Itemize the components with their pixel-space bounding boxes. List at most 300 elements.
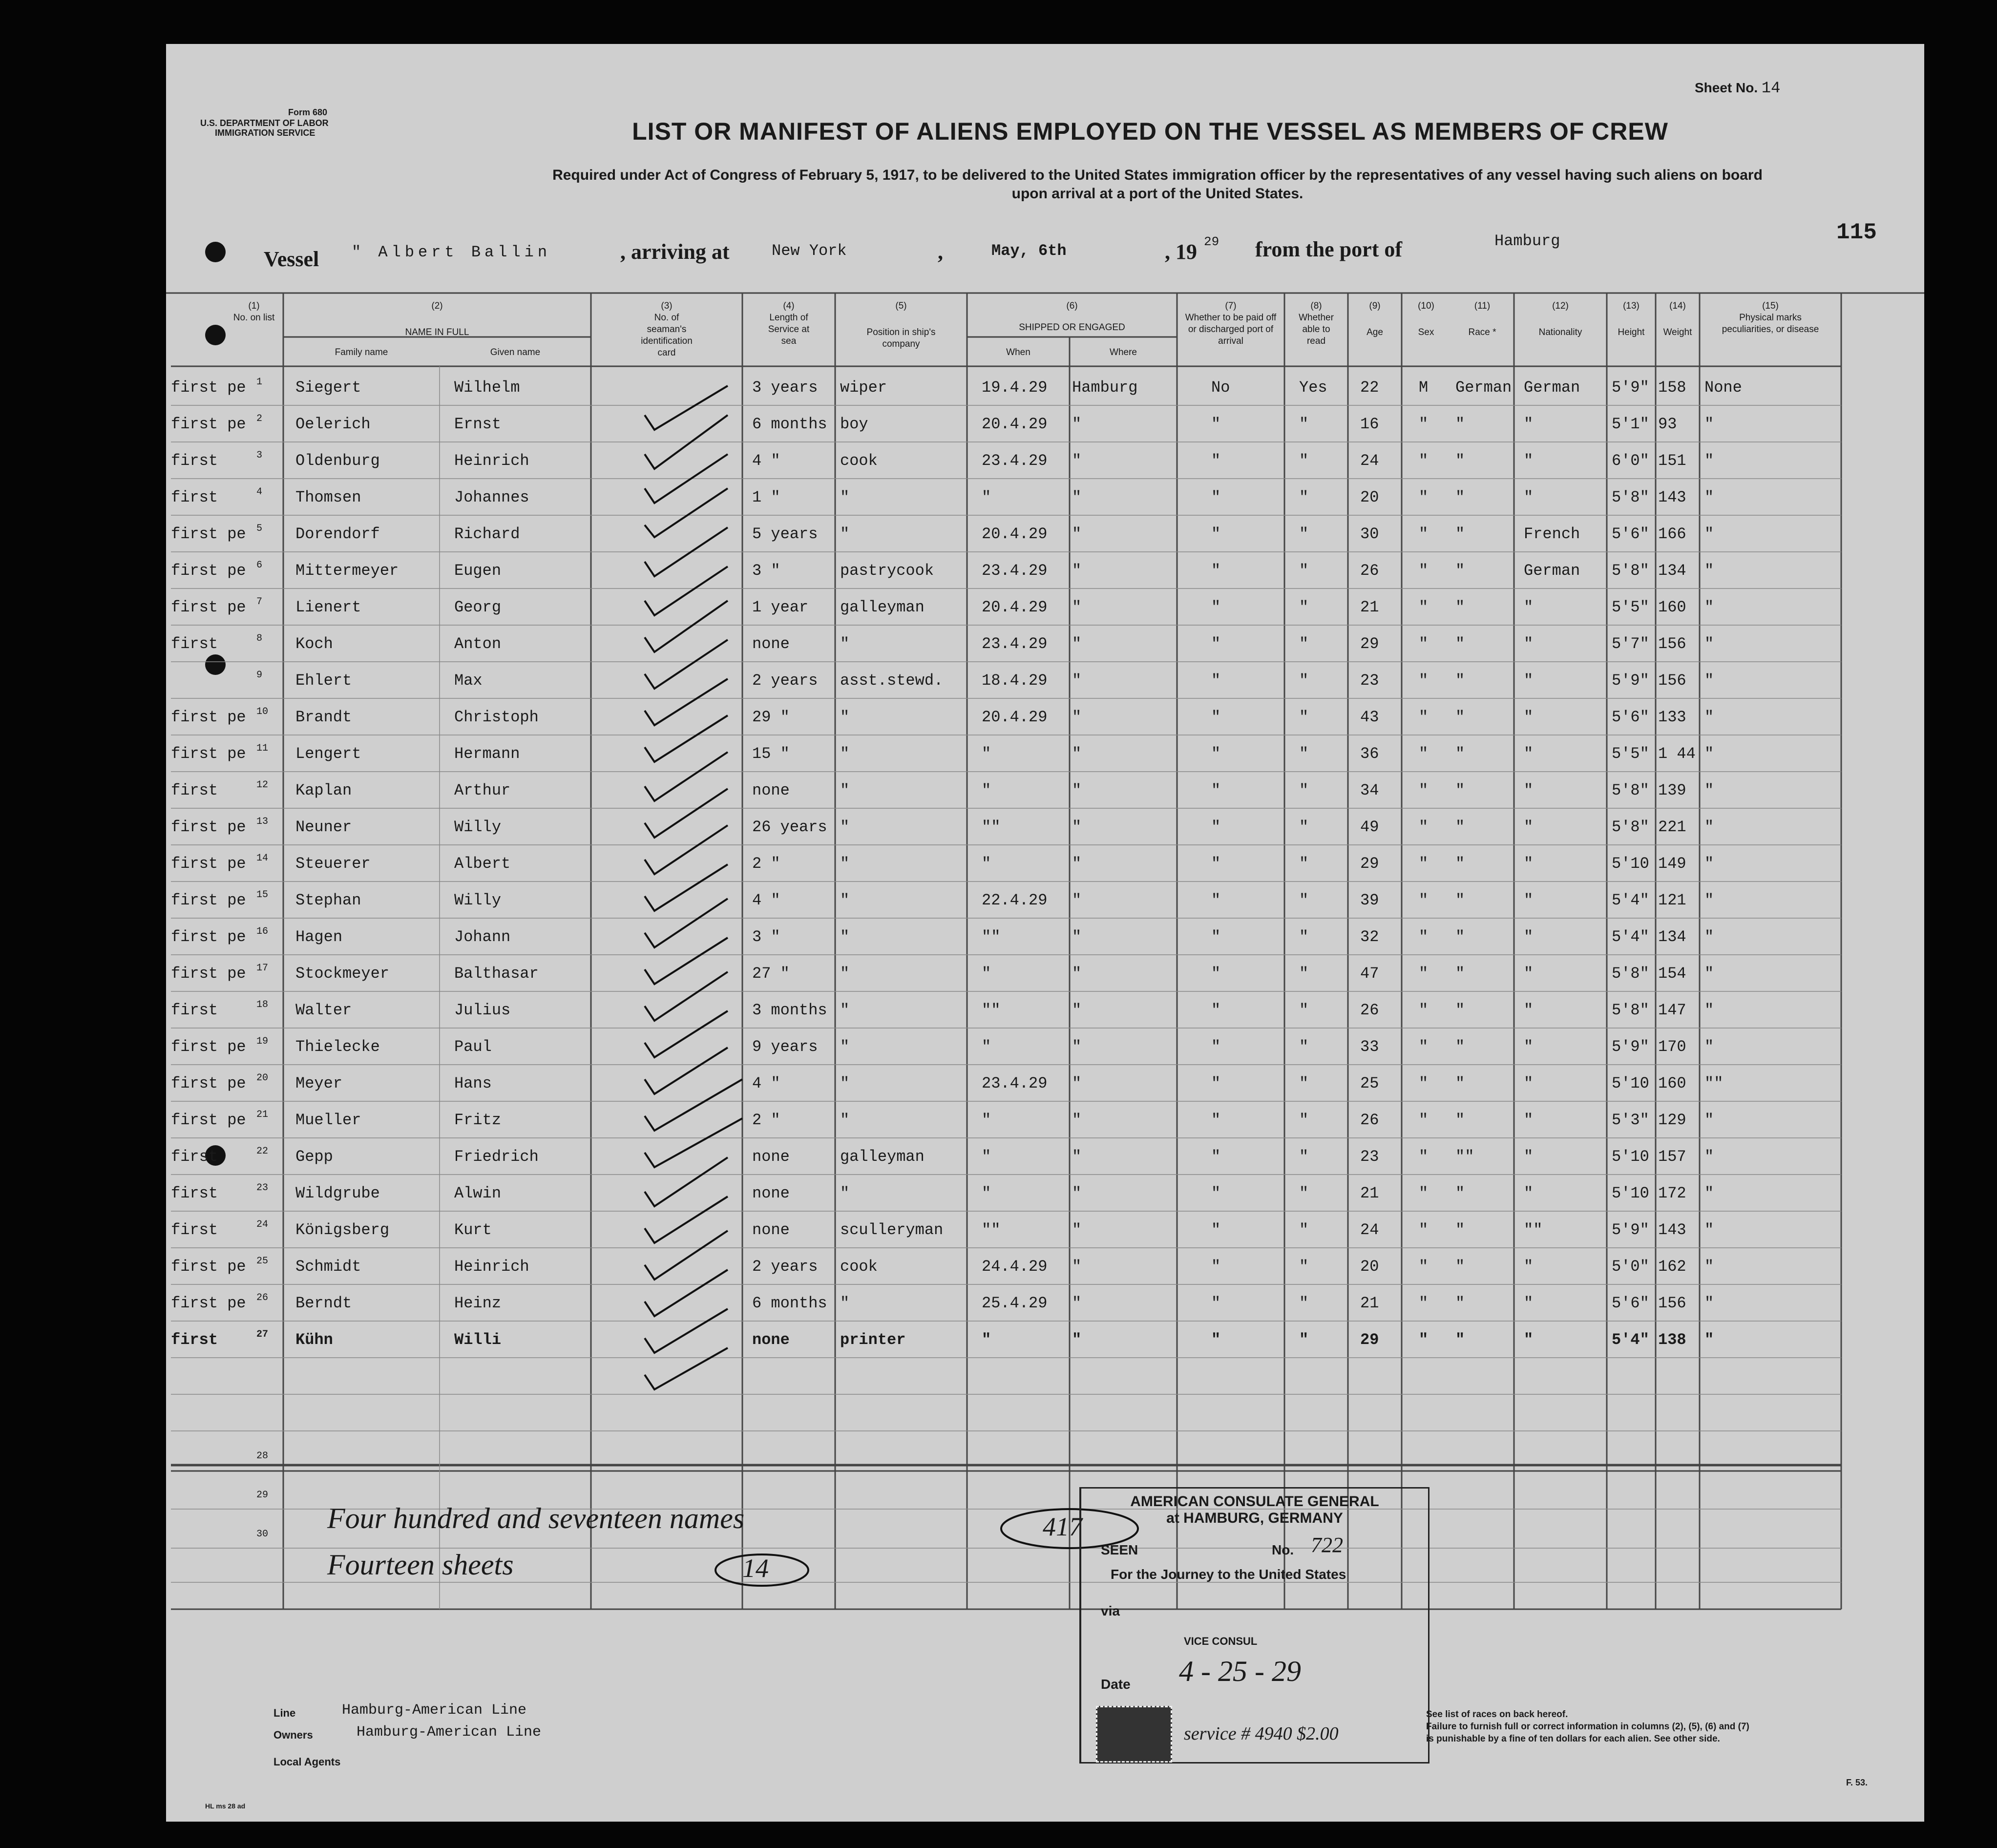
nationality: " <box>1524 415 1534 433</box>
physical-marks: " <box>1704 891 1714 909</box>
family-name: Stockmeyer <box>295 965 390 983</box>
given-name: Balthasar <box>454 965 539 983</box>
service-length: 3 months <box>752 1001 827 1019</box>
physical-marks: " <box>1704 1294 1714 1312</box>
height: 5'8" <box>1612 818 1649 836</box>
year-prefix: , 19 <box>1165 240 1197 264</box>
family-name: Walter <box>295 1001 352 1019</box>
nationality: " <box>1524 1074 1534 1092</box>
paid-off: " <box>1211 525 1221 543</box>
service-length: 2 years <box>752 672 818 690</box>
position: galleyman <box>840 598 925 616</box>
able-to-read: " <box>1299 818 1309 836</box>
nationality: " <box>1524 1111 1534 1129</box>
position: " <box>840 891 850 909</box>
position: " <box>840 965 850 983</box>
sex: " <box>1419 818 1429 836</box>
position: cook <box>840 1258 878 1276</box>
col-header-service: (4) Length of Service at sea <box>768 301 810 346</box>
row-prefix: first pe <box>171 598 246 616</box>
physical-marks: " <box>1704 525 1714 543</box>
nationality: French <box>1524 525 1580 543</box>
paid-off: " <box>1211 1074 1221 1092</box>
height: 5'10 <box>1612 1074 1649 1092</box>
height: 5'7" <box>1612 635 1649 653</box>
family-name: Thielecke <box>295 1038 380 1056</box>
position: " <box>840 1294 850 1312</box>
given-name: Johannes <box>454 488 529 506</box>
row-prefix: first pe <box>171 891 246 909</box>
service-length: 6 months <box>752 1294 827 1312</box>
row-number: 1 <box>256 377 263 388</box>
race: " <box>1455 708 1465 726</box>
height: 5'8" <box>1612 1001 1649 1019</box>
shipped-where: " <box>1072 1074 1082 1092</box>
given-name: Richard <box>454 525 520 543</box>
age: 34 <box>1360 781 1379 799</box>
col-header-family-name: Family name <box>335 347 388 357</box>
shipped-where: Hamburg <box>1072 378 1138 397</box>
race: " <box>1455 415 1465 433</box>
paid-off: " <box>1211 1221 1221 1239</box>
race: " <box>1455 635 1465 653</box>
weight: 139 <box>1658 781 1686 799</box>
row-number-29: 29 <box>256 1490 269 1501</box>
row-number: 20 <box>256 1072 269 1084</box>
nationality: " <box>1524 1038 1534 1056</box>
given-name: Fritz <box>454 1111 502 1129</box>
service-length: 1 year <box>752 598 809 616</box>
form-code: F. 53. <box>1846 1778 1868 1787</box>
given-name: Julius <box>454 1001 511 1019</box>
race: " <box>1455 1001 1465 1019</box>
paid-off: " <box>1211 965 1221 983</box>
able-to-read: " <box>1299 415 1309 433</box>
nationality: German <box>1524 562 1580 580</box>
weight: 162 <box>1658 1258 1686 1276</box>
position: " <box>840 635 850 653</box>
row-number: 9 <box>256 670 263 681</box>
able-to-read: " <box>1299 1221 1309 1239</box>
able-to-read: " <box>1299 525 1309 543</box>
service-length: 26 years <box>752 818 827 836</box>
family-name: Dorendorf <box>295 525 380 543</box>
height: 5'8" <box>1612 781 1649 799</box>
sex: " <box>1419 1258 1429 1276</box>
row-prefix: first pe <box>171 1258 246 1276</box>
position: " <box>840 525 850 543</box>
position: " <box>840 745 850 763</box>
given-name: Willy <box>454 818 502 836</box>
age: 16 <box>1360 415 1379 433</box>
family-name: Gepp <box>295 1148 333 1166</box>
shipped-where: " <box>1072 745 1082 763</box>
nationality: " <box>1524 635 1534 653</box>
given-name: Heinrich <box>454 452 529 470</box>
sheet-number: Sheet No. 14 <box>1695 79 1781 97</box>
able-to-read: " <box>1299 1258 1309 1276</box>
physical-marks: " <box>1704 818 1714 836</box>
position: " <box>840 1111 850 1129</box>
sex: " <box>1419 781 1429 799</box>
able-to-read: " <box>1299 635 1309 653</box>
weight: 156 <box>1658 1294 1686 1312</box>
position: wiper <box>840 378 887 397</box>
page-subtitle: Required under Act of Congress of February 5, 1917, to be delivered to the United States immigration officer by the representatives of any vessel having such aliens on board upon arrival at a port of the United States. <box>552 167 1763 202</box>
shipped-when: 20.4.29 <box>982 525 1048 543</box>
shipped-when: 23.4.29 <box>982 562 1048 580</box>
weight: 166 <box>1658 525 1686 543</box>
row-number: 15 <box>256 889 269 901</box>
sex: " <box>1419 598 1429 616</box>
family-name: Lengert <box>295 745 361 763</box>
service-length: none <box>752 1331 790 1349</box>
year-suffix: 29 <box>1204 234 1219 249</box>
given-name: Paul <box>454 1038 492 1056</box>
able-to-read: " <box>1299 1038 1309 1056</box>
sex: " <box>1419 891 1429 909</box>
row-prefix: first pe <box>171 562 246 580</box>
col-header-shipped: (6) SHIPPED OR ENGAGED <box>1019 301 1125 333</box>
row-number-30: 30 <box>256 1529 269 1540</box>
row-number: 26 <box>256 1292 269 1303</box>
given-name: Christoph <box>454 708 539 726</box>
height: 6'0" <box>1612 452 1649 470</box>
shipped-where: " <box>1072 965 1082 983</box>
nationality: " <box>1524 1331 1534 1349</box>
position: " <box>840 708 850 726</box>
manifest-sheet <box>166 44 1924 1822</box>
height: 5'9" <box>1612 1038 1649 1056</box>
shipped-when: " <box>982 745 991 763</box>
row-prefix: first <box>171 488 218 506</box>
shipped-when: 20.4.29 <box>982 708 1048 726</box>
physical-marks: " <box>1704 635 1714 653</box>
shipped-where: " <box>1072 781 1082 799</box>
col-header-race: (11) Race * <box>1468 301 1496 337</box>
shipped-where: " <box>1072 1038 1082 1056</box>
age: 24 <box>1360 1221 1379 1239</box>
col-header-sex: (10) Sex <box>1418 301 1434 337</box>
paid-off: " <box>1211 708 1221 726</box>
weight: 121 <box>1658 891 1686 909</box>
col-header-when: When <box>1006 347 1030 357</box>
physical-marks: " <box>1704 415 1714 433</box>
race: German <box>1455 378 1512 397</box>
sex: " <box>1419 1221 1429 1239</box>
sheets-total: Fourteen sheets <box>327 1549 514 1581</box>
family-name: Neuner <box>295 818 352 836</box>
col-header-weight: (14) Weight <box>1663 301 1692 337</box>
service-length: 9 years <box>752 1038 818 1056</box>
paid-off: " <box>1211 635 1221 653</box>
physical-marks: " <box>1704 928 1714 946</box>
physical-marks: " <box>1704 1184 1714 1202</box>
race: " <box>1455 781 1465 799</box>
shipped-when: 22.4.29 <box>982 891 1048 909</box>
family-name: Steuerer <box>295 855 371 873</box>
age: 26 <box>1360 1111 1379 1129</box>
service-length: 4 " <box>752 452 780 470</box>
given-name: Ernst <box>454 415 502 433</box>
position: " <box>840 1074 850 1092</box>
paid-off: " <box>1211 818 1221 836</box>
row-prefix: first <box>171 1184 218 1202</box>
shipped-when: 23.4.29 <box>982 452 1048 470</box>
service-length: 3 " <box>752 562 780 580</box>
nationality: " <box>1524 928 1534 946</box>
family-name: Oelerich <box>295 415 371 433</box>
sex: " <box>1419 525 1429 543</box>
physical-marks: " <box>1704 488 1714 506</box>
age: 26 <box>1360 562 1379 580</box>
weight: 157 <box>1658 1148 1686 1166</box>
row-prefix: first <box>171 781 218 799</box>
age: 20 <box>1360 1258 1379 1276</box>
height: 5'6" <box>1612 1294 1649 1312</box>
row-number: 22 <box>256 1146 269 1157</box>
sex: " <box>1419 1001 1429 1019</box>
department-line: U.S. DEPARTMENT OF LABOR <box>200 118 329 128</box>
height: 5'10 <box>1612 1148 1649 1166</box>
row-number: 25 <box>256 1256 269 1267</box>
row-number: 13 <box>256 816 269 827</box>
row-prefix: first pe <box>171 928 246 946</box>
nationality: "" <box>1524 1221 1543 1239</box>
physical-marks: " <box>1704 708 1714 726</box>
row-number: 17 <box>256 963 269 974</box>
physical-marks: " <box>1704 855 1714 873</box>
paid-off: " <box>1211 781 1221 799</box>
shipped-when: 19.4.29 <box>982 378 1048 397</box>
race: " <box>1455 928 1465 946</box>
shipped-where: " <box>1072 1294 1082 1312</box>
row-number: 14 <box>256 853 269 864</box>
height: 5'1" <box>1612 415 1649 433</box>
shipped-when: "" <box>982 928 1001 946</box>
row-number: 2 <box>256 413 263 424</box>
col-header-where: Where <box>1110 347 1137 357</box>
sex: " <box>1419 928 1429 946</box>
given-name: Alwin <box>454 1184 502 1202</box>
physical-marks: None <box>1704 378 1742 397</box>
paid-off: " <box>1211 1148 1221 1166</box>
age: 20 <box>1360 488 1379 506</box>
nationality: " <box>1524 672 1534 690</box>
able-to-read: " <box>1299 1148 1309 1166</box>
arriving-label: , arriving at <box>620 240 730 264</box>
shipped-when: 23.4.29 <box>982 1074 1048 1092</box>
comma: , <box>938 240 943 264</box>
row-number: 5 <box>256 523 263 534</box>
race: " <box>1455 598 1465 616</box>
shipped-when: " <box>982 855 991 873</box>
position: cook <box>840 452 878 470</box>
given-name: Hans <box>454 1074 492 1092</box>
family-name: Brandt <box>295 708 352 726</box>
height: 5'10 <box>1612 855 1649 873</box>
family-name: Hagen <box>295 928 343 946</box>
position: sculleryman <box>840 1221 944 1239</box>
shipped-when: "" <box>982 1001 1001 1019</box>
row-prefix: first pe <box>171 415 246 433</box>
weight: 134 <box>1658 562 1686 580</box>
age: 29 <box>1360 1331 1379 1349</box>
nationality: " <box>1524 1148 1534 1166</box>
weight: 138 <box>1658 1331 1686 1349</box>
shipped-where: " <box>1072 415 1082 433</box>
family-name: Ehlert <box>295 672 352 690</box>
height: 5'6" <box>1612 708 1649 726</box>
race: " <box>1455 452 1465 470</box>
weight: 156 <box>1658 635 1686 653</box>
sex: " <box>1419 965 1429 983</box>
row-prefix: first pe <box>171 525 246 543</box>
age: 39 <box>1360 891 1379 909</box>
service-length: 6 months <box>752 415 827 433</box>
nationality: " <box>1524 1294 1534 1312</box>
able-to-read: " <box>1299 598 1309 616</box>
shipped-where: " <box>1072 562 1082 580</box>
paid-off: " <box>1211 1001 1221 1019</box>
given-name: Willy <box>454 891 502 909</box>
weight: 221 <box>1658 818 1686 836</box>
height: 5'6" <box>1612 525 1649 543</box>
paid-off: " <box>1211 415 1221 433</box>
race: " <box>1455 488 1465 506</box>
sex: " <box>1419 488 1429 506</box>
position: printer <box>840 1331 906 1349</box>
names-total: Four hundred and seventeen names <box>327 1502 745 1534</box>
row-prefix: first <box>171 1331 218 1349</box>
family-name: Koch <box>295 635 333 653</box>
sex: " <box>1419 672 1429 690</box>
position: " <box>840 928 850 946</box>
nationality: " <box>1524 598 1534 616</box>
weight: 93 <box>1658 415 1677 433</box>
weight: 147 <box>1658 1001 1686 1019</box>
able-to-read: Yes <box>1299 378 1327 397</box>
col-header-position: (5) Position in ship's company <box>866 301 936 349</box>
service-length: 5 years <box>752 525 818 543</box>
height: 5'10 <box>1612 1184 1649 1202</box>
weight: 134 <box>1658 928 1686 946</box>
paid-off: " <box>1211 562 1221 580</box>
sex: " <box>1419 745 1429 763</box>
nationality: " <box>1524 818 1534 836</box>
consulate-stamp: AMERICAN CONSULATE GENERAL at HAMBURG, GERMANY SEEN No. 722 For the Journey to the United States via VICE CONSUL Date 4 - 25 - 29 service # 4940 $2.00 <box>1079 1487 1429 1764</box>
physical-marks: " <box>1704 1221 1714 1239</box>
sex: " <box>1419 855 1429 873</box>
height: 5'8" <box>1612 488 1649 506</box>
family-name: Mueller <box>295 1111 361 1129</box>
family-name: Meyer <box>295 1074 343 1092</box>
service-length: 27 " <box>752 965 790 983</box>
height: 5'9" <box>1612 378 1649 397</box>
row-number: 19 <box>256 1036 269 1047</box>
shipped-when: 20.4.29 <box>982 598 1048 616</box>
col-header-age: (9) Age <box>1366 301 1383 337</box>
fine-note-1: Failure to furnish full or correct information in columns (2), (5), (6) and (7) <box>1426 1722 1749 1732</box>
physical-marks: " <box>1704 452 1714 470</box>
physical-marks: " <box>1704 1331 1714 1349</box>
col-header-marks: (15) Physical marks peculiarities, or disease <box>1722 301 1819 335</box>
height: 5'8" <box>1612 965 1649 983</box>
row-number: 8 <box>256 633 263 644</box>
height: 5'8" <box>1612 562 1649 580</box>
physical-marks: " <box>1704 745 1714 763</box>
col-header-height: (13) Height <box>1618 301 1645 337</box>
height: 5'4" <box>1612 928 1649 946</box>
shipped-where: " <box>1072 1184 1082 1202</box>
physical-marks: " <box>1704 965 1714 983</box>
physical-marks: " <box>1704 781 1714 799</box>
row-number: 18 <box>256 999 269 1010</box>
row-number: 12 <box>256 779 269 791</box>
age: 21 <box>1360 1294 1379 1312</box>
line-label: Line <box>273 1707 296 1719</box>
row-prefix: first pe <box>171 818 246 836</box>
sex: " <box>1419 1111 1429 1129</box>
given-name: Max <box>454 672 483 690</box>
shipped-when: 20.4.29 <box>982 415 1048 433</box>
given-name: Georg <box>454 598 502 616</box>
race: " <box>1455 1074 1465 1092</box>
service-length: 2 years <box>752 1258 818 1276</box>
able-to-read: " <box>1299 1074 1309 1092</box>
row-number: 3 <box>256 450 263 461</box>
able-to-read: " <box>1299 855 1309 873</box>
shipped-when: " <box>982 1331 991 1349</box>
given-name: Anton <box>454 635 502 653</box>
physical-marks: " <box>1704 1111 1714 1129</box>
able-to-read: " <box>1299 1294 1309 1312</box>
age: 21 <box>1360 598 1379 616</box>
given-name: Kurt <box>454 1221 492 1239</box>
nationality: " <box>1524 1184 1534 1202</box>
shipped-where: " <box>1072 818 1082 836</box>
age: 30 <box>1360 525 1379 543</box>
position: " <box>840 855 850 873</box>
row-number: 23 <box>256 1182 269 1194</box>
col-header-given-name: Given name <box>490 347 541 357</box>
row-prefix: first pe <box>171 745 246 763</box>
row-prefix: first <box>171 452 218 470</box>
physical-marks: " <box>1704 562 1714 580</box>
weight: 156 <box>1658 672 1686 690</box>
race: " <box>1455 965 1465 983</box>
nationality: " <box>1524 855 1534 873</box>
family-name: Wildgrube <box>295 1184 380 1202</box>
shipped-when: " <box>982 781 991 799</box>
service-length: 4 " <box>752 891 780 909</box>
paid-off: " <box>1211 1184 1221 1202</box>
arrival-port: New York <box>772 242 847 260</box>
able-to-read: " <box>1299 781 1309 799</box>
row-prefix: first pe <box>171 1038 246 1056</box>
shipped-when: 24.4.29 <box>982 1258 1048 1276</box>
paid-off: " <box>1211 672 1221 690</box>
row-number: 24 <box>256 1219 269 1230</box>
race: " <box>1455 745 1465 763</box>
shipped-where: " <box>1072 1221 1082 1239</box>
height: 5'4" <box>1612 1331 1649 1349</box>
weight: 170 <box>1658 1038 1686 1056</box>
position: asst.stewd. <box>840 672 944 690</box>
able-to-read: " <box>1299 1111 1309 1129</box>
age: 26 <box>1360 1001 1379 1019</box>
position: " <box>840 1184 850 1202</box>
